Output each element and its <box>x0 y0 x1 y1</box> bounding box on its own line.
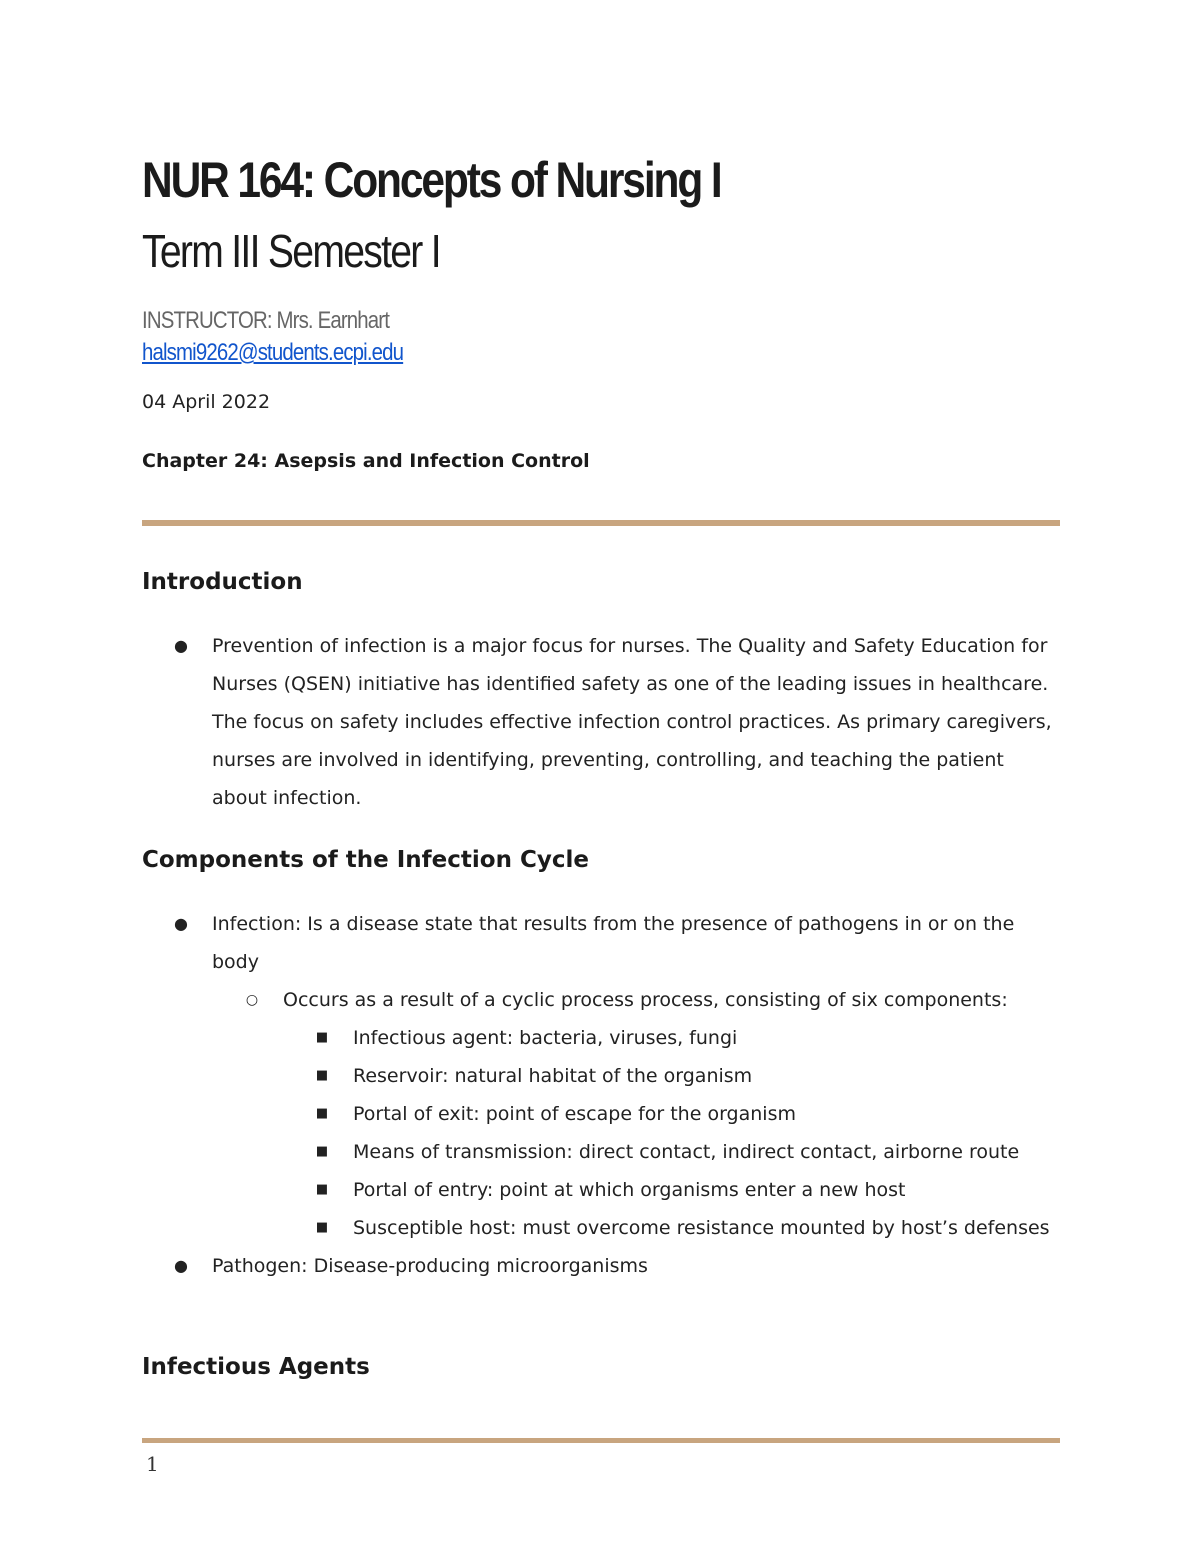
instructor-line <box>142 307 389 335</box>
list-item-text: Infectious agent: bacteria, viruses, fungi <box>353 1027 738 1049</box>
list-item <box>142 627 1062 817</box>
footer-divider <box>142 1438 1060 1443</box>
list-item-text: Reservoir: natural habitat of the organism <box>353 1065 753 1087</box>
email-link[interactable]: halsmi9262@students.ecpi.edu <box>142 339 404 366</box>
bullet-square-icon: ■ <box>315 1068 329 1083</box>
list-item <box>142 1095 1113 1133</box>
bullet-disc-icon: ● <box>174 1256 188 1275</box>
document-date: 04 April 2022 <box>142 391 271 413</box>
list-item-text: Prevention of infection is a major focus for nurses. The Quality and Safety Education for Nurses (QSEN) initiative has identified safety as one of the leading issues in healthcare. The focus on safety includes effective infection control practices. As primary caregivers, nurses are involved in identifying, preventing, controlling, and teaching the patient about infection. <box>212 635 1052 809</box>
list-item <box>142 1019 1113 1057</box>
section-heading-infection-cycle: Components of the Infection Cycle <box>142 847 589 873</box>
list-item <box>142 1133 1113 1171</box>
list-item <box>142 981 1082 1019</box>
list-item <box>142 1171 1113 1209</box>
introduction-list <box>142 627 1082 817</box>
bullet-square-icon: ■ <box>315 1220 329 1235</box>
list-item <box>142 905 1062 981</box>
list-item-text: Infection: Is a disease state that results from the presence of pathogens in or on the body <box>212 913 1015 973</box>
page-number: 1 <box>146 1452 159 1476</box>
bullet-square-icon: ■ <box>315 1106 329 1121</box>
list-item-text: Susceptible host: must overcome resistance mounted by host’s defenses <box>353 1217 1050 1239</box>
list-item-text: Portal of exit: point of escape for the organism <box>353 1103 796 1125</box>
list-item-text: Pathogen: Disease-producing microorganisms <box>212 1255 648 1277</box>
section-heading-introduction: Introduction <box>142 569 303 595</box>
list-item-text: Occurs as a result of a cyclic process process, consisting of six components: <box>283 989 1008 1011</box>
instructor-label: INSTRUCTOR: <box>142 307 272 334</box>
list-item-text: Means of transmission: direct contact, indirect contact, airborne route <box>353 1141 1020 1163</box>
bullet-disc-icon: ● <box>174 914 188 933</box>
document-title: NUR 164: Concepts of Nursing I <box>142 152 721 208</box>
list-item <box>142 1057 1113 1095</box>
list-item <box>142 1247 1062 1285</box>
list-item-text: Portal of entry: point at which organisms enter a new host <box>353 1179 906 1201</box>
bullet-disc-icon: ● <box>174 636 188 655</box>
header-divider <box>142 520 1060 526</box>
infection-cycle-list <box>142 905 1082 1285</box>
list-item <box>142 1209 1113 1247</box>
bullet-circle-icon: ○ <box>245 992 259 1008</box>
document-subtitle: Term III Semester I <box>142 225 440 277</box>
section-heading-infectious-agents: Infectious Agents <box>142 1354 370 1380</box>
bullet-square-icon: ■ <box>315 1182 329 1197</box>
bullet-square-icon: ■ <box>315 1030 329 1045</box>
instructor-name: Mrs. Earnhart <box>276 307 390 334</box>
chapter-title: Chapter 24: Asepsis and Infection Control <box>142 450 590 472</box>
bullet-square-icon: ■ <box>315 1144 329 1159</box>
